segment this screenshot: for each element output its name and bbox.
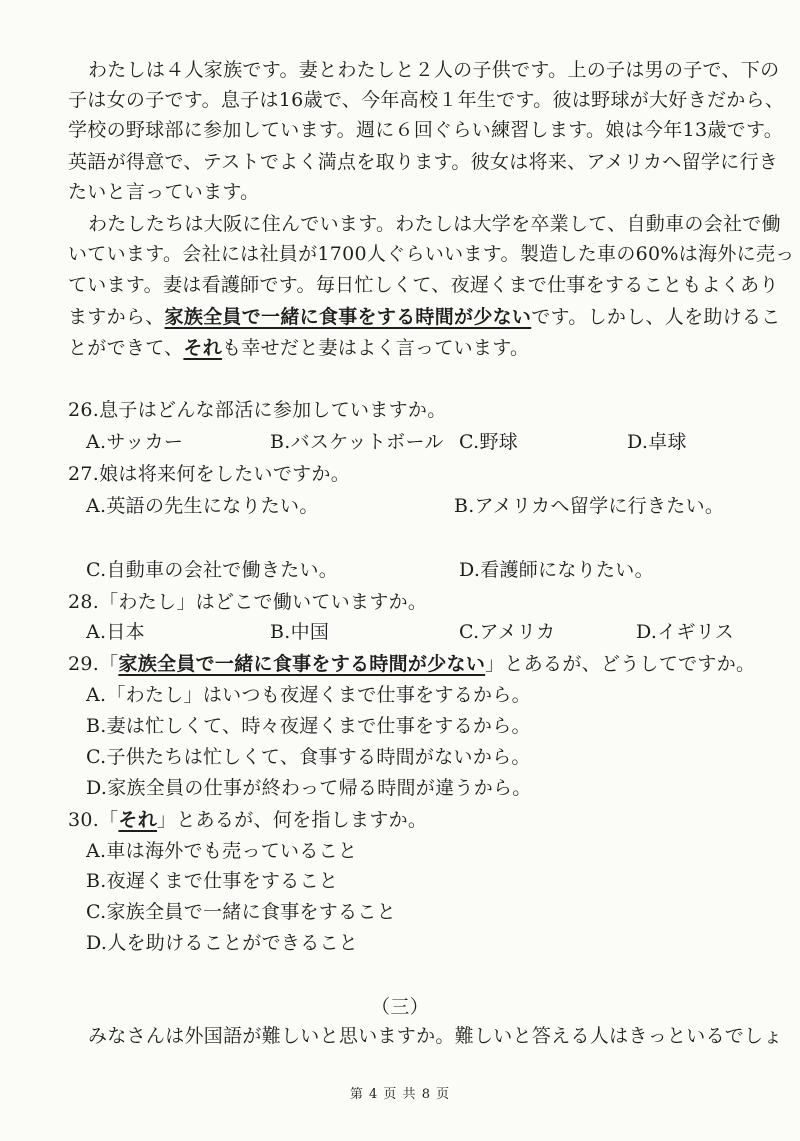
- q30-option-c: C.家族全員で一緒に食事をすること: [86, 901, 397, 923]
- q29-option-a: A.「わたし」はいつも夜遅くまで仕事をするから。: [86, 684, 531, 706]
- q26-option-a: A.サッカー: [86, 431, 184, 453]
- q30-option-a: A.車は海外でも売っていること: [86, 840, 358, 862]
- question-text: 」とあるが、何を指しますか。: [157, 809, 428, 831]
- q29-option-b: B.妻は忙しくて、時々夜遅くまで仕事をするから。: [86, 715, 531, 737]
- q26-option-c: C.野球: [459, 431, 519, 453]
- question-26: 26.息子はどんな部活に参加していますか。: [68, 399, 447, 421]
- q26-option-b: B.バスケットボール: [270, 431, 444, 453]
- question-27: 27.娘は将来何をしたいですか。: [68, 463, 351, 485]
- passage-line: たいと言っています。: [68, 181, 260, 203]
- passage-line: いています。会社には社員が1700人ぐらいいます。製造した車の60%は海外に売っ: [68, 243, 795, 265]
- q30-option-b: B.夜遅くまで仕事をすること: [86, 870, 339, 892]
- q29-option-c: C.子供たちは忙しくて、食事する時間がないから。: [86, 746, 531, 768]
- q27-option-b: B.アメリカへ留学に行きたい。: [454, 495, 725, 517]
- question-text: 30.「: [68, 809, 119, 831]
- passage-text: とができて、: [68, 337, 184, 359]
- passage-line: 学校の野球部に参加しています。週に６回ぐらい練習します。娘は今年13歳です。: [68, 119, 784, 141]
- page-footer: 第 4 页 共 8 页: [349, 1087, 451, 1102]
- q29-option-d: D.家族全員の仕事が終わって帰る時間が違うから。: [86, 777, 532, 799]
- q26-option-d: D.卓球: [627, 431, 687, 453]
- passage-text: も幸せだと妻はよく言っています。: [222, 337, 530, 359]
- q28-option-c: C.アメリカ: [459, 621, 556, 643]
- question-text: 」とあるが、どうしてですか。: [485, 653, 756, 675]
- underlined-word-sore: それ: [118, 809, 158, 831]
- passage-line: わたしは４人家族です。妻とわたしと２人の子供です。上の子は男の子で、下の: [88, 59, 780, 81]
- q30-option-d: D.人を助けることができること: [86, 932, 359, 954]
- q27-option-c: C.自動車の会社で働きたい。: [86, 559, 339, 581]
- section-heading: （三）: [371, 996, 429, 1018]
- q28-option-b: B.中国: [270, 621, 330, 643]
- passage-line: 子は女の子です。息子は16歳で、今年高校１年生です。彼は野球が大好きだから、: [68, 89, 785, 111]
- underlined-word-sore: それ: [183, 337, 223, 359]
- passage-line: [68, 305, 781, 329]
- passage-text: です。しかし、人を助けるこ: [531, 306, 781, 328]
- question-30: [68, 808, 427, 832]
- passage-line: ています。妻は看護師です。毎日忙しくて、夜遅くまで仕事をすることもよくあり: [68, 274, 779, 296]
- underlined-phrase-family-meal: 家族全員で一緒に食事をする時間が少ない: [118, 653, 486, 675]
- passage-text: ますから、: [68, 306, 165, 328]
- passage-line: [68, 336, 529, 360]
- passage-line: みなさんは外国語が難しいと思いますか。難しいと答える人はきっといるでしょ: [88, 1025, 783, 1047]
- q27-option-d: D.看護師になりたい。: [459, 559, 654, 581]
- q28-option-d: D.イギリス: [636, 621, 735, 643]
- underlined-phrase-family-meal: 家族全員で一緒に食事をする時間が少ない: [164, 306, 532, 328]
- question-text: 29.「: [68, 653, 119, 675]
- question-28: 28.「わたし」はどこで働いていますか。: [68, 591, 428, 613]
- q27-option-a: A.英語の先生になりたい。: [86, 495, 319, 517]
- question-29: [68, 652, 755, 676]
- q28-option-a: A.日本: [86, 621, 145, 643]
- passage-line: わたしたちは大阪に住んでいます。わたしは大学を卒業して、自動車の会社で働: [88, 213, 781, 235]
- passage-line: 英語が得意で、テストでよく満点を取ります。彼女は将来、アメリカへ留学に行き: [68, 151, 779, 173]
